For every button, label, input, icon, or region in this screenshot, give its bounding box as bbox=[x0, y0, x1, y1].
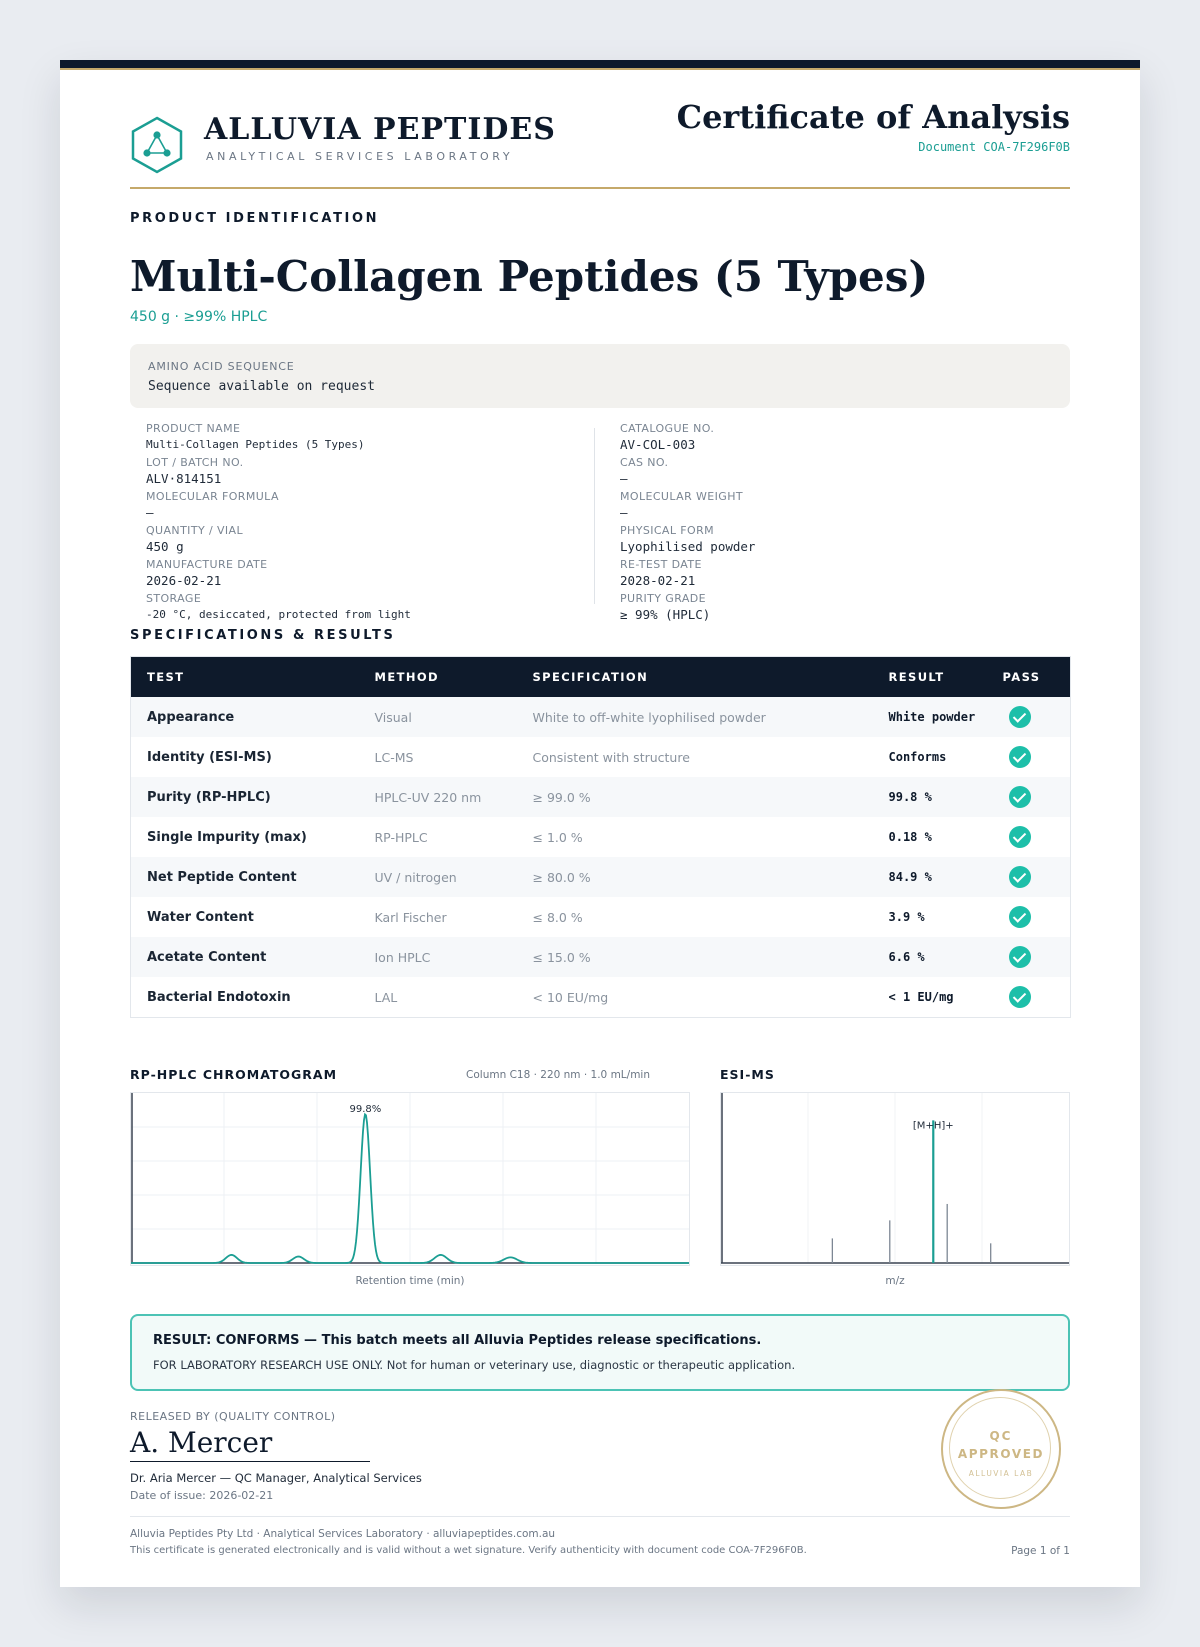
field-cas-number bbox=[620, 456, 668, 488]
test-result: 99.8 % bbox=[873, 777, 987, 817]
field-label: STORAGE bbox=[146, 592, 202, 605]
peak-label: 99.8% bbox=[349, 1103, 382, 1115]
field-value: ALV·814151 bbox=[146, 471, 222, 486]
test-specification: ≥ 80.0 % bbox=[517, 857, 873, 897]
ms-chart-area bbox=[720, 1092, 1070, 1266]
test-specification: White to off-white lyophilised powder bbox=[517, 697, 873, 737]
field-label: QUANTITY / VIAL bbox=[146, 524, 243, 537]
column-header-result: RESULT bbox=[873, 657, 987, 698]
test-result: < 1 EU/mg bbox=[888, 990, 954, 1004]
hplc-chromatogram bbox=[131, 1093, 689, 1265]
footer-divider bbox=[130, 1516, 1070, 1517]
field-value: AV-COL-003 bbox=[620, 437, 696, 452]
field-molecular-weight bbox=[620, 490, 743, 522]
test-method: UV / nitrogen bbox=[359, 857, 517, 897]
field-quantity bbox=[146, 524, 243, 556]
field-label: PRODUCT NAME bbox=[146, 422, 241, 435]
product-title: Multi-Collagen Peptides (5 Types) bbox=[130, 252, 929, 301]
test-method: RP-HPLC bbox=[374, 829, 428, 845]
test-result: 3.9 % bbox=[888, 910, 925, 924]
released-by-label: RELEASED BY (QUALITY CONTROL) bbox=[130, 1410, 336, 1423]
field-label: CATALOGUE NO. bbox=[620, 422, 715, 435]
research-use-disclaimer: FOR LABORATORY RESEARCH USE ONLY. Not for human or veterinary use, diagnostic or therapeutic application. bbox=[153, 1358, 796, 1372]
field-value: Lyophilised powder bbox=[620, 539, 756, 554]
test-specification: ≥ 99.0 % bbox=[517, 777, 873, 817]
table-header-row bbox=[131, 657, 1071, 698]
hplc-chart-note: Column C18 · 220 nm · 1.0 mL/min bbox=[466, 1069, 650, 1081]
field-value: — bbox=[620, 471, 628, 486]
hplc-chart-title: RP-HPLC CHROMATOGRAM bbox=[130, 1067, 338, 1082]
table-row bbox=[131, 897, 1071, 937]
pass-cell bbox=[987, 977, 1071, 1018]
column-header-method: METHOD bbox=[359, 657, 517, 698]
column-header-specification: SPECIFICATION bbox=[517, 657, 873, 698]
test-method: Ion HPLC bbox=[359, 937, 517, 977]
test-name: Water Content bbox=[147, 909, 254, 925]
test-result: 0.18 % bbox=[888, 830, 932, 844]
test-name: Purity (RP-HPLC) bbox=[131, 777, 359, 817]
table-row bbox=[131, 937, 1071, 977]
signatory-name: Dr. Aria Mercer — QC Manager, Analytical Services bbox=[130, 1471, 422, 1485]
ms-peak-label: [M+H]+ bbox=[912, 1120, 954, 1132]
field-value: — bbox=[146, 505, 154, 520]
product-fields bbox=[130, 422, 1070, 622]
field-retest-date bbox=[620, 558, 702, 590]
signature: A. Mercer bbox=[130, 1426, 273, 1459]
test-specification: ≤ 1.0 % bbox=[532, 829, 583, 845]
top-bar-accent bbox=[60, 68, 1140, 70]
pass-cell bbox=[987, 817, 1071, 857]
result-statement: RESULT: CONFORMS — This batch meets all Alluvia Peptides release specifications. bbox=[153, 1333, 762, 1348]
specs-section-label: SPECIFICATIONS & RESULTS bbox=[130, 628, 396, 643]
product-section-label: PRODUCT IDENTIFICATION bbox=[130, 211, 380, 226]
pass-check-icon bbox=[1009, 866, 1031, 888]
document-title: Certificate of Analysis bbox=[676, 98, 1070, 136]
seal-text-approved: APPROVED bbox=[957, 1447, 1045, 1461]
test-method: HPLC-UV 220 nm bbox=[359, 777, 517, 817]
certificate-page bbox=[60, 60, 1140, 1587]
field-catalogue-number bbox=[620, 422, 714, 454]
field-purity-grade bbox=[620, 592, 710, 624]
test-result: 6.6 % bbox=[873, 937, 987, 977]
sequence-label: AMINO ACID SEQUENCE bbox=[148, 360, 295, 373]
pass-cell bbox=[987, 737, 1071, 777]
pass-check-icon bbox=[1009, 706, 1031, 728]
field-manufacture-date bbox=[146, 558, 268, 590]
test-name: Acetate Content bbox=[131, 937, 359, 977]
footer-company: Alluvia Peptides Pty Ltd · Analytical Services Laboratory · alluviapeptides.com.au bbox=[130, 1528, 556, 1540]
brand-subtitle: ANALYTICAL SERVICES LABORATORY bbox=[206, 150, 514, 163]
ms-chart-title: ESI-MS bbox=[720, 1067, 775, 1082]
pass-check-icon bbox=[1009, 826, 1031, 848]
seal-text-qc: QC bbox=[989, 1429, 1013, 1443]
field-label: MOLECULAR WEIGHT bbox=[620, 490, 743, 503]
field-value: Multi-Collagen Peptides (5 Types) bbox=[146, 438, 365, 451]
footer-validity-note: This certificate is generated electronically and is valid without a wet signature. Verify authenticity with document code COA-7F296F0B. bbox=[130, 1545, 807, 1556]
test-name: Identity (ESI-MS) bbox=[147, 749, 272, 765]
ms-x-axis-label: m/z bbox=[885, 1275, 905, 1287]
test-method: Karl Fischer bbox=[374, 909, 447, 925]
field-label: MANUFACTURE DATE bbox=[146, 558, 268, 571]
pass-cell bbox=[987, 937, 1071, 977]
hplc-chart-area bbox=[130, 1092, 690, 1266]
table-row bbox=[131, 777, 1071, 817]
page-number: Page 1 of 1 bbox=[1011, 1545, 1070, 1557]
sequence-value: Sequence available on request bbox=[148, 379, 375, 394]
pass-cell bbox=[987, 697, 1071, 737]
hexagon-logo-icon bbox=[130, 116, 184, 174]
pass-cell bbox=[987, 897, 1071, 937]
qc-approved-seal-icon bbox=[941, 1389, 1061, 1509]
specifications-table bbox=[130, 656, 1071, 1018]
test-result: 84.9 % bbox=[873, 857, 987, 897]
test-method: LAL bbox=[374, 989, 398, 1005]
test-specification: ≤ 8.0 % bbox=[532, 909, 583, 925]
field-value: ≥ 99% (HPLC) bbox=[620, 607, 711, 622]
test-specification: ≤ 15.0 % bbox=[517, 937, 873, 977]
column-header-test: TEST bbox=[131, 657, 359, 698]
field-value: 2028-02-21 bbox=[620, 573, 696, 588]
table-row bbox=[131, 817, 1071, 857]
pass-check-icon bbox=[1009, 786, 1031, 808]
pass-cell bbox=[987, 777, 1071, 817]
test-name: Appearance bbox=[131, 697, 359, 737]
seal-text-lab: ALLUVIA LAB bbox=[968, 1469, 1034, 1478]
field-label: CAS NO. bbox=[620, 456, 669, 469]
field-label: PURITY GRADE bbox=[620, 592, 706, 605]
table-row bbox=[131, 857, 1071, 897]
product-subtitle: 450 g · ≥99% HPLC bbox=[130, 309, 268, 325]
brand-name: ALLUVIA PEPTIDES bbox=[204, 112, 556, 147]
field-molecular-formula bbox=[146, 490, 279, 522]
table-row bbox=[131, 977, 1071, 1018]
field-value: 450 g bbox=[146, 539, 184, 554]
test-method: LC-MS bbox=[374, 749, 414, 765]
pass-check-icon bbox=[1009, 906, 1031, 928]
pass-check-icon bbox=[1009, 986, 1031, 1008]
field-label: RE-TEST DATE bbox=[620, 558, 702, 571]
field-storage bbox=[146, 592, 411, 624]
field-value: 2026-02-21 bbox=[146, 573, 222, 588]
field-product-name bbox=[146, 422, 365, 454]
field-value: — bbox=[620, 505, 628, 520]
test-result: Conforms bbox=[888, 750, 947, 764]
field-physical-form bbox=[620, 524, 755, 556]
test-name: Net Peptide Content bbox=[131, 857, 359, 897]
issue-date: Date of issue: 2026-02-21 bbox=[130, 1489, 274, 1502]
pass-cell bbox=[987, 857, 1071, 897]
top-bar bbox=[60, 60, 1140, 68]
column-header-pass: PASS bbox=[987, 657, 1071, 698]
test-result: White powder bbox=[873, 697, 987, 737]
field-lot-number bbox=[146, 456, 244, 488]
ms-spectrum bbox=[721, 1093, 1069, 1265]
signature-line bbox=[130, 1461, 370, 1462]
pass-check-icon bbox=[1009, 746, 1031, 768]
result-banner bbox=[130, 1314, 1070, 1391]
test-specification: < 10 EU/mg bbox=[532, 989, 609, 1005]
fields-divider bbox=[594, 428, 595, 604]
table-row bbox=[131, 737, 1071, 777]
test-name: Bacterial Endotoxin bbox=[147, 989, 291, 1005]
hplc-x-axis-label: Retention time (min) bbox=[355, 1275, 465, 1287]
document-code: Document COA-7F296F0B bbox=[918, 140, 1070, 154]
field-label: PHYSICAL FORM bbox=[620, 524, 715, 537]
test-method: Visual bbox=[359, 697, 517, 737]
pass-check-icon bbox=[1009, 946, 1031, 968]
test-name: Single Impurity (max) bbox=[147, 829, 307, 845]
sequence-box bbox=[130, 344, 1070, 408]
field-label: LOT / BATCH NO. bbox=[146, 456, 244, 469]
test-specification: Consistent with structure bbox=[532, 749, 690, 765]
field-value: -20 °C, desiccated, protected from light bbox=[146, 608, 411, 621]
field-label: MOLECULAR FORMULA bbox=[146, 490, 279, 503]
header-divider bbox=[130, 187, 1070, 189]
table-row bbox=[131, 697, 1071, 737]
